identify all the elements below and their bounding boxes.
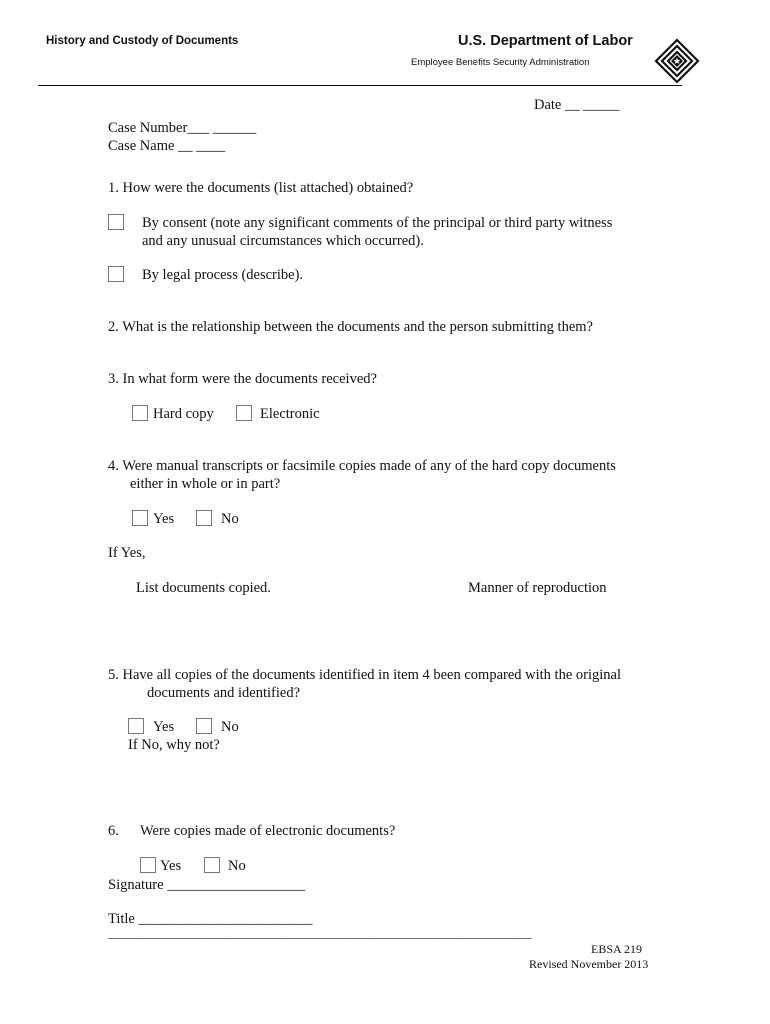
q5-yes-label: Yes bbox=[153, 719, 175, 735]
revision-date: Revised November 2013 bbox=[529, 957, 649, 971]
list-documents-copied-label: List documents copied. bbox=[136, 580, 271, 596]
header-rule bbox=[38, 85, 682, 86]
q6-no-label: No bbox=[228, 858, 246, 874]
question-2: 2. What is the relationship between the documents and the person submitting them? bbox=[108, 319, 593, 335]
signature-field[interactable]: Signature ___________________ bbox=[108, 877, 305, 893]
date-field[interactable]: Date __ _____ bbox=[534, 97, 620, 113]
hard-copy-label: Hard copy bbox=[153, 406, 214, 422]
q5-yes-checkbox[interactable] bbox=[128, 718, 144, 734]
department-name: U.S. Department of Labor bbox=[458, 33, 633, 49]
question-6-number: 6. bbox=[108, 823, 119, 839]
question-4-line2: either in whole or in part? bbox=[130, 476, 281, 492]
q4-yes-label: Yes bbox=[153, 511, 175, 527]
title-field[interactable]: Title ________________________ bbox=[108, 911, 313, 927]
electronic-checkbox[interactable] bbox=[236, 405, 252, 421]
q5-no-checkbox[interactable] bbox=[196, 718, 212, 734]
legal-process-checkbox[interactable] bbox=[108, 266, 124, 282]
consent-label-line2: and any unusual circumstances which occurred). bbox=[142, 233, 424, 249]
question-3: 3. In what form were the documents received? bbox=[108, 371, 377, 387]
form-title: History and Custody of Documents bbox=[46, 35, 239, 47]
question-4-line1: 4. Were manual transcripts or facsimile copies made of any of the hard copy documents bbox=[108, 458, 616, 474]
legal-process-label: By legal process (describe). bbox=[142, 267, 304, 283]
form-number: EBSA 219 bbox=[591, 942, 643, 956]
agency-name: Employee Benefits Security Administration bbox=[411, 57, 590, 68]
consent-label-line1: By consent (note any significant comments of the principal or third party witness bbox=[142, 215, 613, 231]
if-no-why-not-label: If No, why not? bbox=[128, 737, 220, 753]
q6-yes-label: Yes bbox=[160, 858, 182, 874]
q4-no-label: No bbox=[221, 511, 239, 527]
manner-of-reproduction-label: Manner of reproduction bbox=[468, 580, 607, 596]
q6-no-checkbox[interactable] bbox=[204, 857, 220, 873]
if-yes-label: If Yes, bbox=[108, 545, 146, 561]
question-5-line2: documents and identified? bbox=[147, 685, 301, 701]
footer-rule: _________________________________________________________________________ bbox=[108, 926, 532, 940]
consent-checkbox[interactable] bbox=[108, 214, 124, 230]
case-number-field[interactable]: Case Number___ ______ bbox=[108, 120, 257, 136]
q5-no-label: No bbox=[221, 719, 239, 735]
q4-yes-checkbox[interactable] bbox=[132, 510, 148, 526]
electronic-label: Electronic bbox=[260, 406, 320, 422]
question-5-line1: 5. Have all copies of the documents identified in item 4 been compared with the original bbox=[108, 667, 621, 683]
q6-yes-checkbox[interactable] bbox=[140, 857, 156, 873]
question-1: 1. How were the documents (list attached) obtained? bbox=[108, 180, 414, 196]
question-6: Were copies made of electronic documents? bbox=[140, 823, 396, 839]
case-name-field[interactable]: Case Name __ ____ bbox=[108, 138, 226, 154]
q4-no-checkbox[interactable] bbox=[196, 510, 212, 526]
hard-copy-checkbox[interactable] bbox=[132, 405, 148, 421]
dol-eagle-diamond-icon bbox=[654, 38, 700, 84]
